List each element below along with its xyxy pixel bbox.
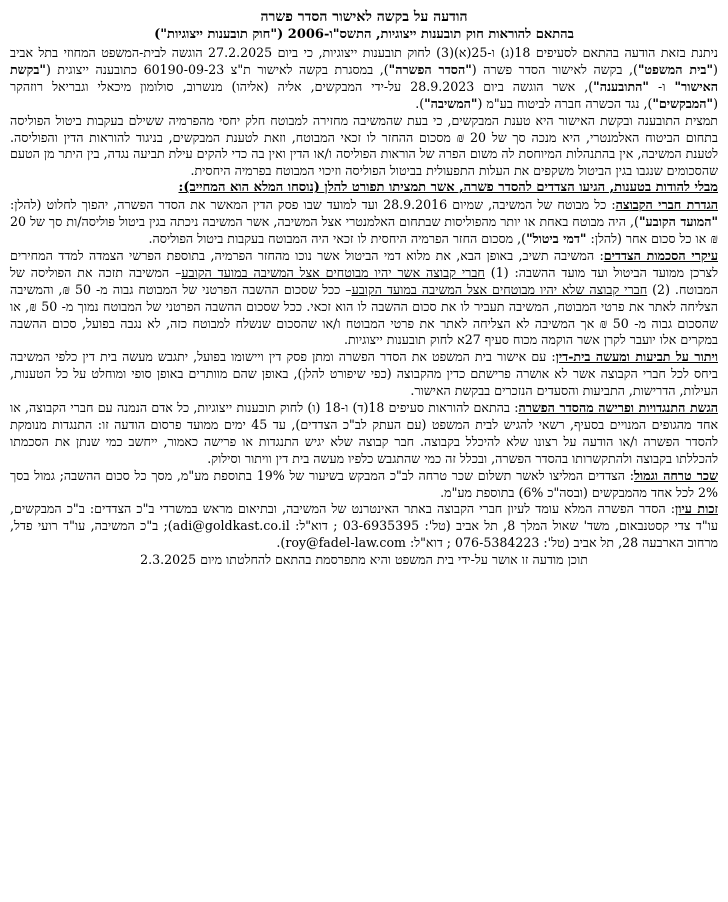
notice-subtitle: בהתאם להוראות חוק תובענות ייצוגיות, התשס"ו-2006 ("חוק תובענות ייצוגיות")	[154, 27, 574, 42]
claim-summary-paragraph: תמצית התובענה ובקשת האישור היא טענת המבקשים, כי בעת שהמשיבה מחזירה למבוטח חלק יחסי מהפרמיה ששילם בעקבות ביטול הפוליסה בתחום הביטוח האלמנטרי, היא מנכה סך של 20 ₪ מסכום ההחזר לו זכאי המבוטח, וזאת לטענת המבקשים, בניגוד להוראות הדין והפוליסה. לטענת המשיבה, אין בהתנהלות המיוחסת לה משום הפרה של הוראות הפוליסה ו/או הדין ואין בה כדי להקים עילת תביעה נגדה, בין היתר מן הטעם שהסכומים שנגבו בגין הביטול משקפים את העלות התפעולית בביטול הפוליסה וזיכוי המבוטח בפרמיה היחסית.	[10, 112, 718, 179]
intro-paragraph	[10, 45, 718, 113]
insured-group-phrase: חברי קבוצה אשר יהיו מבוטחים אצל המשיבה במועד הקובע	[181, 264, 485, 280]
inspection-paragraph	[10, 501, 718, 552]
fees-label: שכר טרחה וגמול	[634, 467, 718, 483]
motion-term: "בקשת האישור"	[10, 61, 719, 94]
intro-text-3: ), במסגרת בקשה לאישור ת"צ 60190-09-23 כתובענה ייצוגית (	[45, 61, 389, 77]
intro-text-4: ו-	[648, 78, 675, 94]
inspection-label: זכות עיון	[675, 501, 718, 517]
agreements-label: עיקרי הסכמות הצדדים	[603, 247, 718, 263]
waiver-paragraph	[10, 349, 718, 400]
agreements-text-3: – ככל שסכום ההשבה הפרטני של המבוטח גבוה מ- 50 ₪, והמשיבה הצליחה לאתר את פרטי המבוטח, המשיבה תעביר לו את סכום ההשבה לו הוא זכאי. ככל שסכום ההשבה הפרטני של המבוטח נמוך מ- 50 ₪, או שהסכום גבוה מ- 50 ₪ אך המשיבה לא הצליחה לאתר את פרטי המבוטח ו/או שהסכום שנשלח למבוטח כזה, לא נגבה בפועל, סכום ההשבה במקרים אלו יועבר לקרן אשר הוקמה מכוח סעיף 27א לחוק תובענות ייצוגיות.	[10, 281, 718, 348]
group-definition-text-2: ), היה מבוטח באחת או יותר מהפוליסות שבתחום האלמנטרי אצל המשיבה, אשר המשיבה ניכתה בגין ביטול פוליסה/ות סך של 20 ₪ או כל סכום אחר (להלן:	[10, 214, 718, 246]
inspection-text-2: ); ב"כ המשיבה, עו"ד רועי פדל, מרחוב הארבעה 28, תל אביב (טל': 076-5384223 ; דוא"ל:	[10, 518, 718, 551]
intro-text-1: ניתנת בזאת הודעה בהתאם לסעיפים 18(ג) ו-25(א)(3) לחוק תובענות ייצוגיות, כי ביום 27.2.2025 הוגשה לבית-המשפט המחוזי בתל אביב (	[10, 45, 718, 77]
inspection-text-3: ).	[276, 535, 286, 551]
respondent-counsel-email[interactable]: roy@fadel-law.com	[285, 535, 406, 551]
group-definition-paragraph	[10, 197, 718, 248]
group-definition-text-3: ), מסכום החזר הפרמיה היחסית לו זכאי היה המבוטח בעקבות ביטול הפוליסה.	[148, 230, 527, 246]
agreements-paragraph	[10, 248, 718, 349]
respondent-term: "המשיבה"	[424, 95, 478, 111]
cancellation-fee-term: "דמי ביטול"	[526, 230, 587, 246]
intro-text-5: ), אשר הוגשה ביום 28.9.2023 על-ידי המבקשים, אליה (אליהו) מנשרוב, סולומון מיכאלי וגבריאל רוזהקר (	[10, 78, 718, 111]
agreements-text-1: : המשיבה תשיב, באופן הבא, את מלוא דמי הביטול אשר נוכו מהחזר הפרמיה, בתוספת הפרשי הצמדה למדד המחירים לצרכן ממועד הביטול ועד מועד ההשבה: (1)	[10, 247, 719, 280]
group-definition-text-1: : כל מבוטח של המשיבה, שמיום 28.9.2016 ועד למועד שבו פסק הדין המאשר את הסדר הפשרה, יהפוך לחלוט (להלן:	[10, 197, 616, 213]
fees-text: : הצדדים המליצו לאשר תשלום שכר טרחה לב"כ המבקש בשיעור של 19% בתוספת מע"מ, מסך כל סכום ההשבה; גמול בסך 2% לכל אחד מהמבקשים (ובסה"כ 6%) בתוספת מע"מ.	[10, 467, 718, 500]
fees-paragraph	[10, 468, 718, 502]
settlement-term: "הסדר הפשרה"	[388, 61, 472, 77]
petitioners-term: "המבקשים"	[652, 95, 714, 111]
waiver-label: ויתור על תביעות ומעשה בית-דין	[555, 349, 718, 365]
objections-paragraph	[10, 400, 718, 468]
intro-text-2: ), בקשה לאישור הסדר פשרה (	[471, 61, 638, 77]
intro-text-7: ).	[415, 95, 425, 111]
non-insured-group-phrase: חברי קבוצה שלא יהיו מבוטחים אצל המשיבה במועד הקובע	[351, 281, 648, 297]
inspection-text-1: : הסדר הפשרה המלא עומד לעיון חברי הקבוצה באתר האינטרנט של המשיבה, ובתיאום מראש במשרדי ב"כ הצדדים: ב"כ המבקשים, עו"ד צדי קסטנבאום, משד' שאול המלך 8, תל אביב (טל': 03-6935395 ; דוא"ל:	[10, 501, 718, 534]
settlement-heading: מבלי להודות בטענות, הגיעו הצדדים להסדר פשרה, אשר תמציתו תפורט להלן (נוסחו המלא הוא המחייב):	[178, 180, 718, 196]
notice-title: הודעה על בקשה לאישור הסדר פשרה	[260, 9, 468, 25]
waiver-text: : עם אישור בית המשפט את הסדר הפשרה ומתן פסק דין ויישומו בפועל, יתגבש מעשה בית דין כלפי המשיבה ביחס לכל חברי הקבוצה אשר לא אושרה פרישתם כדין מהקבוצה (כפי שיפורט להלן), באופן שהם מוותרים באופן סופי ומוחלט על כל הטענות, העילות, הדרישות, התביעות והסעדים הנזכרים בבקשת האישור.	[10, 349, 718, 399]
approval-footer: תוכן מודעה זו אושר על-ידי בית המשפט והיא מתפרסמת בהתאם להחלטתו מיום 2.3.2025	[140, 552, 588, 568]
objections-label: הגשת התנגדויות ופרישה מהסדר הפשרה	[518, 400, 718, 416]
objections-text: : בהתאם להוראות סעיפים 18(ד) ו-18 (ו) לחוק תובענות ייצוגיות, כל אדם הנמנה עם חברי הקבוצה, או אחד מהגופים המנויים בסעיף, רשאי להגיש לבית המשפט (עם העתק לב"כ הצדדים), עד 45 ימים ממועד פרסום הודעה זו: התנגדות מנומקת להסדר הפשרה ו/או הודעה על רצונו שלא להיכלל בקבוצה. חבר קבוצה שלא יגיש התנגדות או פרישה כאמור, ייחשב כמי שנתן את הסכמתו להכללתו בקבוצה ולהתקשרותו בהסדר הפשרה, ובכלל זה כמי שהתגבש כלפיו מעשה בית דין וויתור וסילוק.	[10, 400, 719, 466]
petitioners-counsel-email[interactable]: adi@goldkast.co.il	[172, 518, 290, 534]
agreements-text-2: – המשיבה תזכה את הפוליסה של המבוטח. (2)	[10, 264, 718, 297]
court-term: "בית המשפט"	[637, 61, 714, 77]
intro-text-6: ), נגד הכשרה חברה לביטוח בע"מ (	[477, 95, 653, 111]
claim-term: "התובענה"	[593, 78, 649, 94]
key-date-term: "המועד הקובע"	[638, 214, 719, 230]
group-definition-label: הגדרת חברי הקבוצה	[615, 197, 718, 213]
